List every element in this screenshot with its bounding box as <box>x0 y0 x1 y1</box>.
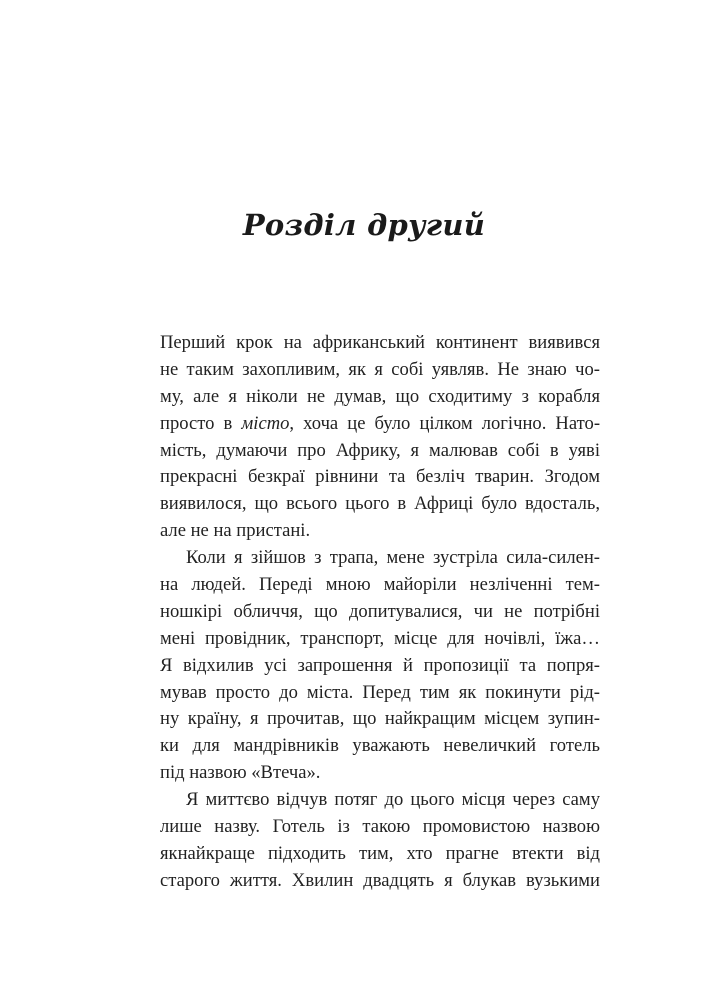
italic-word: місто <box>241 412 290 434</box>
text-line: прекрасні безкраї рівнини та безліч тварин. Згодом <box>160 466 600 488</box>
text-line: Перший крок на африканський континент виявився <box>160 332 600 353</box>
text-line: мість, думаючи про Африку, я малював собі в уяві <box>160 439 600 461</box>
body-text <box>160 330 600 895</box>
text-line: ношкірі обличчя, що допитувалися, чи не потрібні <box>160 600 600 622</box>
text-line: мував просто до міста. Перед тим як покинути рід- <box>160 681 600 703</box>
text-line: але не на пристані. <box>160 520 311 542</box>
paragraph-1 <box>160 330 600 545</box>
text-line: не таким захопливим, як я собі уявляв. Не знаю чо- <box>160 358 600 380</box>
text-line: лише назву. Готель із такою промовистою назвою <box>160 816 600 838</box>
text-line: му, але я ніколи не думав, що сходитиму з корабля <box>160 385 600 407</box>
text-line: просто в місто, хоча це було цілком логічно. Нато- <box>160 412 601 434</box>
text-line: ки для мандрівників уважають невеличкий готель <box>160 735 600 757</box>
paragraph-2 <box>160 545 600 787</box>
text-line: під назвою «Втеча». <box>160 762 321 784</box>
text-line: Я відхилив усі запрошення й пропозиції та попря- <box>160 654 600 676</box>
text-line: на людей. Переді мною майоріли незліченні тем- <box>160 574 600 596</box>
text-line: якнайкраще підходить тим, хто прагне втекти від <box>160 842 600 864</box>
text-line: Коли я зійшов з трапа, мене зустріла сила-силен- <box>186 547 600 569</box>
text-line: мені провідник, транспорт, місце для ночівлі, їжа… <box>160 627 600 649</box>
text-line: старого життя. Хвилин двадцять я блукав вузькими <box>160 869 600 891</box>
chapter-title: Розділ другий <box>242 208 486 242</box>
paragraph-3 <box>160 787 600 895</box>
text-line: ну країну, я прочитав, що найкращим місцем зупин- <box>160 708 600 730</box>
text-line: виявилося, що всього цього в Африці було вдосталь, <box>160 493 600 515</box>
text-line: Я миттєво відчув потяг до цього місця через саму <box>186 789 600 811</box>
